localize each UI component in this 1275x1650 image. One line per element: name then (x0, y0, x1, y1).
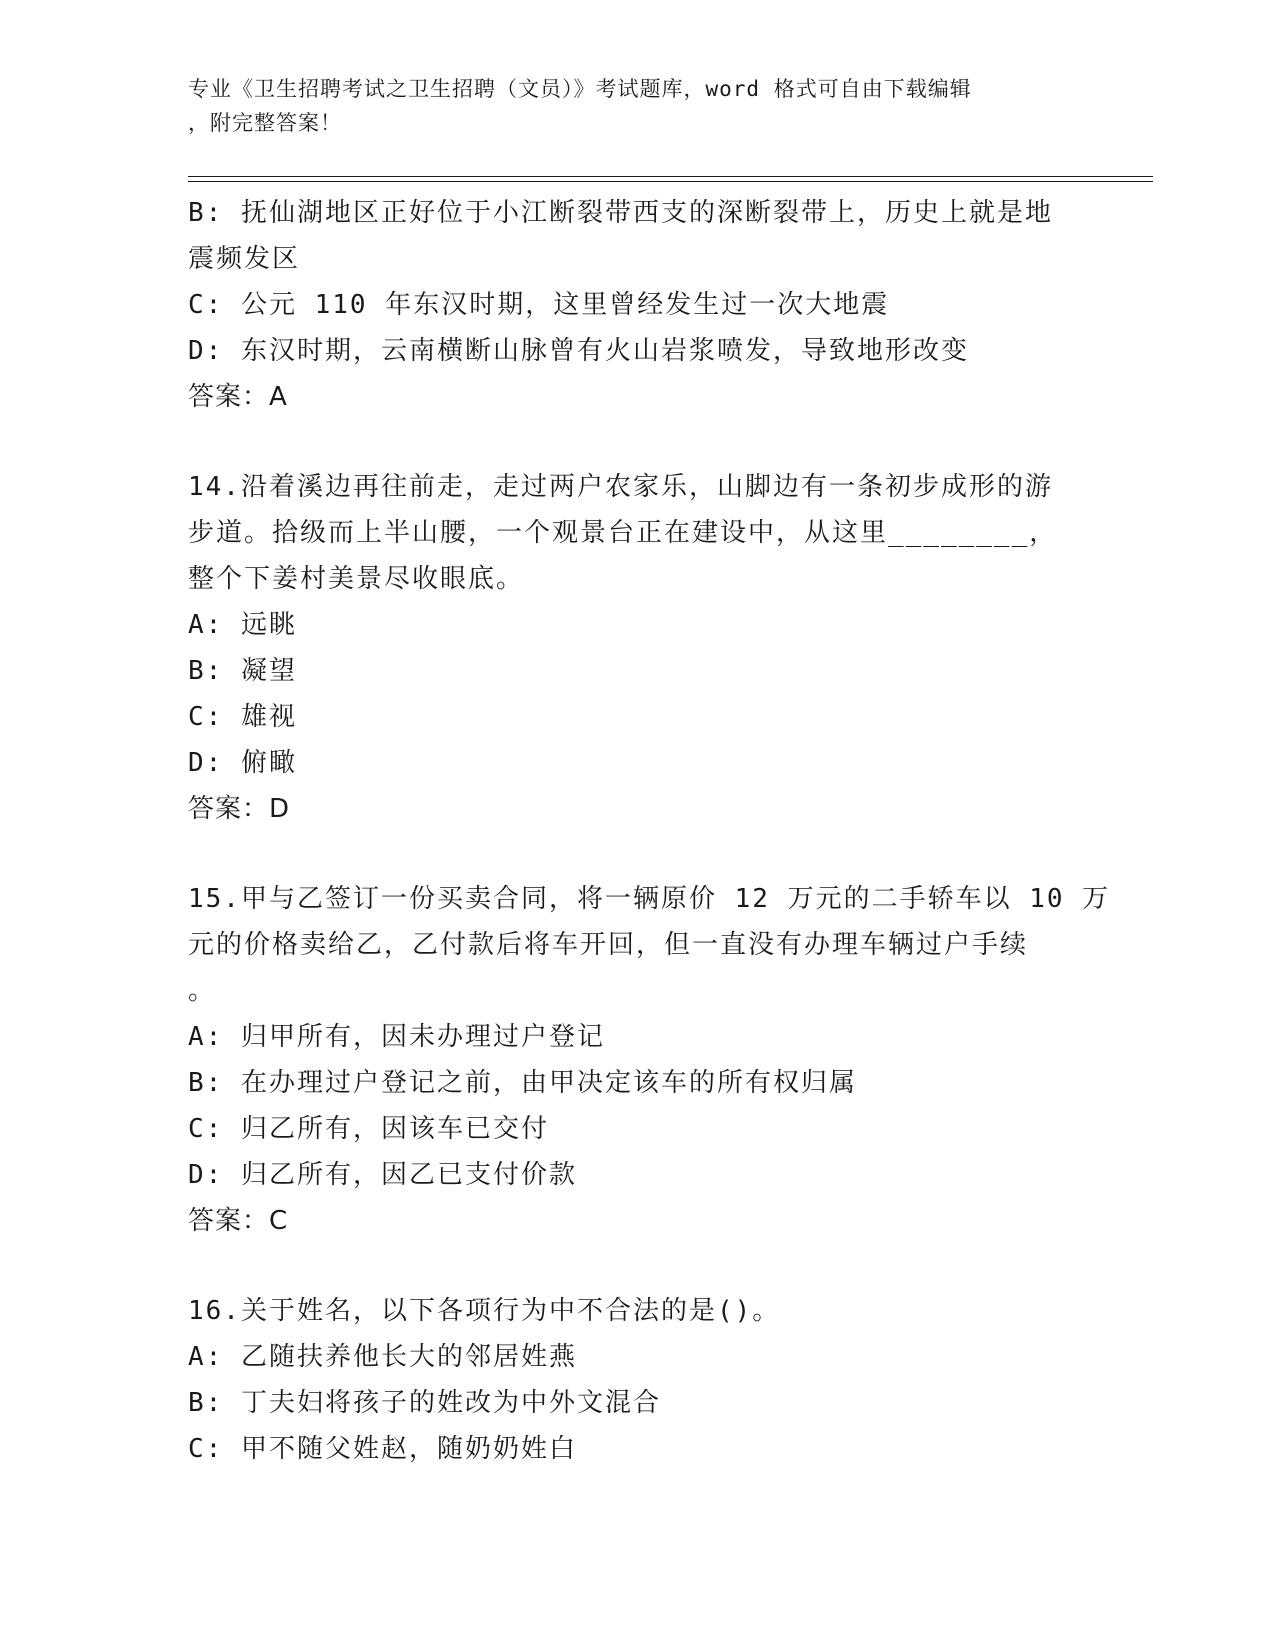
q14-option-d: D: 俯瞰 (188, 748, 297, 778)
question-content (188, 190, 1111, 1472)
q15-option-d: D: 归乙所有，因乙已支付价款 (188, 1160, 577, 1190)
spacer (188, 832, 1088, 876)
q14-option-b: B: 凝望 (188, 656, 297, 686)
question-14-block (188, 464, 1088, 832)
spacer (188, 420, 1088, 464)
q15-option-c: C: 归乙所有，因该车已交付 (188, 1114, 549, 1144)
q14-answer: 答案：D (188, 794, 291, 824)
q14-option-c: C: 雄视 (188, 702, 297, 732)
document-header (188, 72, 1068, 140)
q13-option-c: C: 公元 110 年东汉时期，这里曾经发生过一次大地震 (188, 290, 890, 320)
header-rule-top (188, 176, 1153, 177)
header-line-1: 专业《卫生招聘考试之卫生招聘（文员）》考试题库，word 格式可自由下载编辑 (188, 77, 972, 101)
q13-option-d: D: 东汉时期，云南横断山脉曾有火山岩浆喷发，导致地形改变 (188, 336, 969, 366)
question-16-block (188, 1288, 1088, 1472)
header-rule-bottom (188, 181, 1153, 182)
q15-answer: 答案：C (188, 1206, 289, 1236)
q16-option-a: A: 乙随扶养他长大的邻居姓燕 (188, 1342, 577, 1372)
q13-option-b-line-2: 震频发区 (188, 244, 301, 274)
q15-option-a: A: 归甲所有，因未办理过户登记 (188, 1022, 605, 1052)
q15-stem-line-1: 15.甲与乙签订一份买卖合同，将一辆原价 12 万元的二手轿车以 10 万 (188, 884, 1111, 914)
header-line-2: ，附完整答案！ (188, 111, 342, 135)
q14-option-a: A: 远眺 (188, 610, 297, 640)
question-15-block (188, 876, 1111, 1244)
question-13-block (188, 190, 1088, 420)
spacer (188, 1244, 1088, 1288)
q15-stem-line-3: 。 (188, 976, 217, 1006)
q14-stem-line-1: 14.沿着溪边再往前走，走过两户农家乐，山脚边有一条初步成形的游 (188, 472, 1053, 502)
q13-option-b-line-1: B: 抚仙湖地区正好位于小江断裂带西支的深断裂带上，历史上就是地 (188, 198, 1053, 228)
q16-option-c: C: 甲不随父姓赵，随奶奶姓白 (188, 1434, 577, 1464)
q16-stem-line-1: 16.关于姓名，以下各项行为中不合法的是()。 (188, 1296, 781, 1326)
q13-answer: 答案：A (188, 382, 288, 412)
q14-stem-line-2: 步道。拾级而上半山腰，一个观景台正在建设中，从这里________， (188, 518, 1058, 548)
q15-stem-line-2: 元的价格卖给乙，乙付款后将车开回，但一直没有办理车辆过户手续 (188, 930, 1029, 960)
q14-stem-line-3: 整个下姜村美景尽收眼底。 (188, 564, 525, 594)
q15-option-b: B: 在办理过户登记之前，由甲决定该车的所有权归属 (188, 1068, 857, 1098)
q16-option-b: B: 丁夫妇将孩子的姓改为中外文混合 (188, 1388, 661, 1418)
